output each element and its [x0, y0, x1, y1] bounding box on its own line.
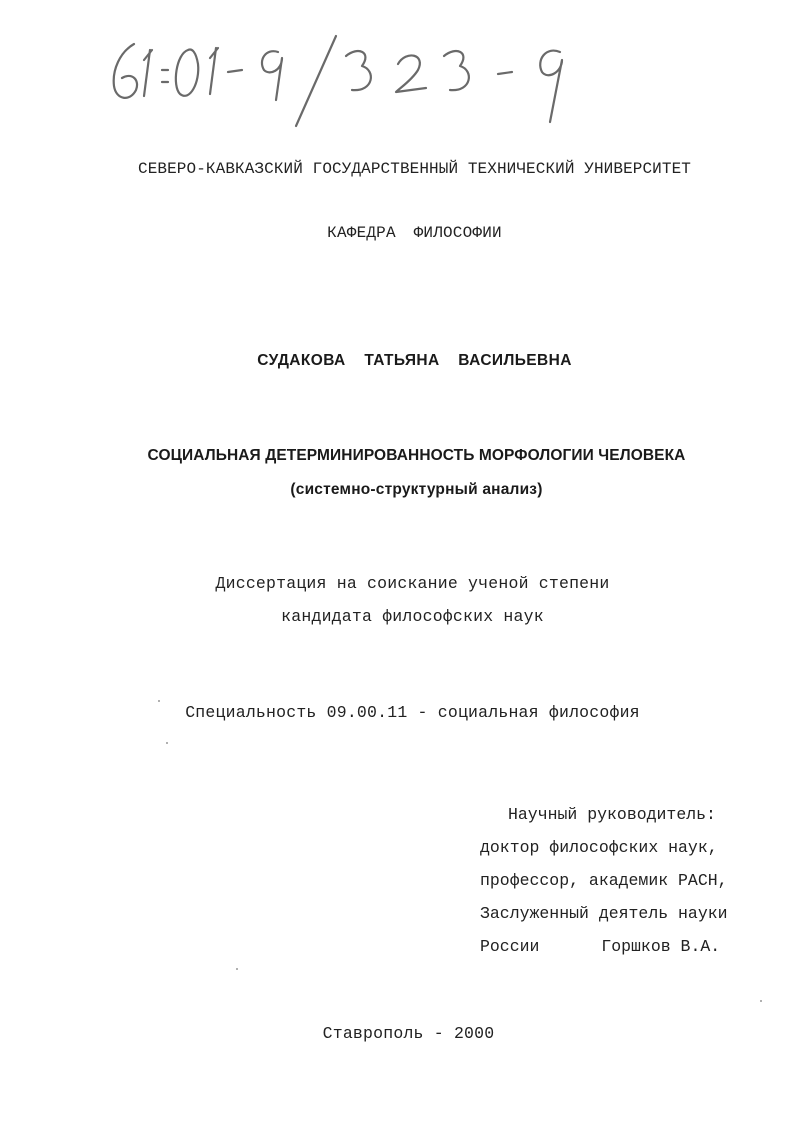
supervisor-country: России [480, 937, 540, 956]
author-name: СУДАКОВА ТАТЬЯНА ВАСИЛЬЕВНА [257, 352, 572, 369]
degree-line-1: Диссертация на соискание ученой степени [215, 574, 610, 593]
thesis-title: СОЦИАЛЬНАЯ ДЕТЕРМИНИРОВАННОСТЬ МОРФОЛОГИИ ЧЕЛОВЕКА [147, 447, 686, 464]
supervisor-title: профессор, академик РАСН, [480, 871, 728, 890]
specialty: Специальность 09.00.11 - социальная философия [185, 703, 640, 722]
handwritten-archive-number [100, 30, 580, 130]
university-name: СЕВЕРО-КАВКАЗСКИЙ ГОСУДАРСТВЕННЫЙ ТЕХНИЧЕСКИЙ УНИВЕРСИТЕТ [138, 160, 691, 178]
degree-line-2: кандидата философских наук [281, 607, 544, 626]
supervisor-name: Горшков В.А. [601, 937, 721, 956]
place-and-year: Ставрополь - 2000 [322, 1024, 495, 1043]
supervisor-degree: доктор философских наук, [480, 838, 718, 857]
handwritten-number-drawing [100, 30, 580, 130]
scan-speck [236, 968, 238, 970]
thesis-subtitle: (системно-структурный анализ) [290, 481, 543, 498]
scan-speck [166, 742, 168, 744]
scan-speck [760, 1000, 762, 1002]
supervisor-heading: Научный руководитель: [508, 805, 716, 824]
supervisor-honor: Заслуженный деятель науки [480, 904, 728, 923]
department-name: КАФЕДРА ФИЛОСОФИИ [327, 224, 502, 242]
supervisor-block [480, 798, 770, 963]
supervisor-country-name-row [480, 930, 770, 963]
scan-speck [158, 700, 160, 702]
